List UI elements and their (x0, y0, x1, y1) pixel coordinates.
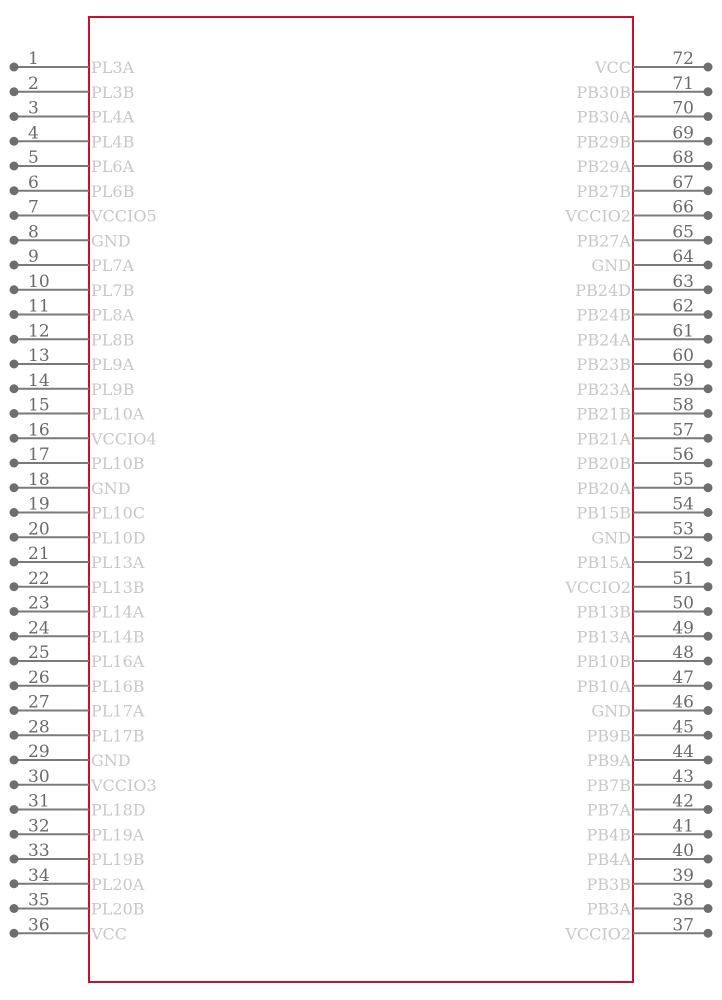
pin-terminal-dot (704, 929, 713, 938)
pin-name: PL8A (91, 305, 135, 325)
pin-terminal-dot (10, 285, 19, 294)
pin-number: 31 (28, 791, 50, 812)
pin-number: 49 (672, 618, 694, 639)
pin-number: 44 (672, 742, 694, 762)
pin-terminal-dot (704, 211, 713, 220)
pin-terminal-dot (10, 63, 19, 72)
pin-terminal-dot (10, 261, 19, 270)
pin-name: PB21B (576, 404, 631, 424)
pin-terminal-dot (704, 112, 713, 121)
pin-terminal-dot (704, 657, 713, 666)
pin-name: PL9A (91, 355, 135, 374)
pin-number: 71 (672, 73, 694, 94)
pin-number: 23 (28, 593, 50, 614)
pin-name: VCCIO2 (565, 577, 631, 597)
pin-name: PB27B (576, 181, 631, 201)
pin-72 (594, 49, 713, 77)
pin-terminal-dot (704, 904, 713, 913)
pin-terminal-dot (704, 756, 713, 765)
pin-name: GND (91, 231, 131, 251)
pin-terminal-dot (10, 731, 19, 740)
pin-number: 62 (672, 296, 694, 317)
pin-name: PL18D (91, 800, 146, 820)
pin-terminal-dot (10, 360, 19, 369)
pin-name: PB3B (586, 874, 631, 894)
pin-terminal-dot (10, 533, 19, 542)
pin-terminal-dot (704, 855, 713, 864)
pin-name: PL14A (91, 602, 145, 622)
pin-terminal-dot (10, 459, 19, 468)
pin-terminal-dot (10, 657, 19, 666)
pin-name: PB15A (576, 553, 631, 572)
pin-name: PB7A (586, 800, 631, 820)
pin-name: PB3A (586, 899, 631, 919)
pin-46 (591, 693, 712, 721)
pin-number: 15 (28, 395, 50, 416)
pin-number: 72 (672, 49, 694, 69)
pin-number: 5 (28, 148, 39, 168)
pin-terminal-dot (10, 904, 19, 913)
pin-terminal-dot (10, 335, 19, 344)
pin-name: PB23A (576, 379, 631, 399)
pin-terminal-dot (704, 706, 713, 715)
pin-number: 60 (672, 346, 694, 366)
pin-terminal-dot (10, 112, 19, 121)
pin-number: 48 (672, 643, 694, 663)
pin-37 (564, 915, 712, 943)
pin-number: 17 (28, 445, 50, 465)
pin-terminal-dot (10, 879, 19, 888)
pin-name: PB9A (586, 751, 631, 770)
pin-terminal-dot (10, 409, 19, 418)
pin-name: PB30A (576, 107, 631, 127)
pin-terminal-dot (10, 310, 19, 319)
pin-number: 45 (672, 717, 694, 738)
pin-terminal-dot (704, 508, 713, 517)
pin-number: 54 (672, 494, 694, 515)
pin-name: PL4A (91, 107, 135, 127)
pin-terminal-dot (10, 582, 19, 591)
pin-number: 43 (672, 766, 694, 787)
pin-name: GND (91, 751, 131, 770)
pin-name: VCCIO4 (91, 429, 157, 449)
pin-terminal-dot (10, 805, 19, 814)
pin-terminal-dot (10, 855, 19, 864)
pin-name: PB9B (586, 726, 631, 746)
pin-terminal-dot (704, 162, 713, 171)
pin-terminal-dot (10, 607, 19, 616)
pin-number: 18 (28, 469, 50, 490)
pin-number: 68 (672, 148, 694, 168)
pin-name: PL10C (91, 503, 145, 523)
pin-number: 1 (28, 49, 39, 69)
pin-number: 9 (28, 247, 39, 267)
pin-terminal-dot (704, 879, 713, 888)
pin-name: PB4B (586, 825, 631, 845)
pin-number: 26 (28, 667, 50, 688)
pin-name: PB21A (576, 429, 631, 449)
pin-name: VCC (594, 58, 631, 77)
pin-number: 40 (672, 841, 694, 861)
pin-terminal-dot (704, 261, 713, 270)
pin-number: 35 (28, 890, 50, 911)
pin-name: PL9B (91, 379, 135, 399)
pin-number: 63 (672, 271, 694, 292)
pin-name: PL19B (91, 850, 145, 869)
pin-name: PL7B (91, 280, 135, 300)
pin-64 (591, 247, 712, 275)
pin-terminal-dot (704, 335, 713, 344)
pin-name: PB20A (576, 478, 631, 498)
pin-number: 33 (28, 841, 50, 861)
pin-name: PL7A (91, 256, 135, 275)
pin-name: VCCIO3 (91, 775, 157, 795)
pin-name: PL10B (91, 454, 145, 473)
pin-terminal-dot (704, 830, 713, 839)
pin-name: PL6B (91, 181, 135, 201)
pin-number: 38 (672, 890, 694, 911)
pin-number: 25 (28, 643, 50, 663)
pin-name: PB13B (576, 602, 631, 622)
pin-name: PB24A (576, 330, 631, 350)
pin-name: PB29B (576, 132, 631, 152)
pin-name: PL19A (91, 825, 145, 845)
pin-number: 34 (28, 865, 50, 886)
pin-number: 61 (672, 321, 694, 342)
pin-name: PL14B (91, 627, 145, 647)
pin-terminal-dot (10, 162, 19, 171)
pin-36 (10, 915, 128, 943)
pin-number: 66 (672, 197, 694, 218)
right-pin-group (564, 49, 712, 943)
pin-name: PB13A (576, 627, 631, 647)
pin-terminal-dot (10, 830, 19, 839)
pin-number: 6 (28, 172, 39, 193)
pin-number: 21 (28, 544, 50, 564)
pin-number: 64 (672, 247, 694, 267)
pin-terminal-dot (10, 87, 19, 96)
pin-terminal-dot (704, 632, 713, 641)
pin-number: 16 (28, 420, 50, 441)
pin-number: 7 (28, 197, 39, 218)
pin-terminal-dot (704, 409, 713, 418)
pin-terminal-dot (704, 310, 713, 319)
pin-name: PB29A (576, 157, 631, 176)
pin-terminal-dot (704, 434, 713, 443)
pin-number: 57 (672, 420, 694, 441)
component-body (89, 17, 633, 982)
pin-terminal-dot (10, 508, 19, 517)
pin-number: 10 (28, 271, 50, 292)
pin-name: GND (591, 528, 631, 548)
pin-name: PB10B (576, 652, 631, 671)
pin-terminal-dot (704, 731, 713, 740)
pin-name: GND (591, 256, 631, 275)
pin-name: GND (591, 701, 631, 721)
pin-number: 51 (672, 568, 694, 589)
pin-terminal-dot (704, 582, 713, 591)
pin-number: 32 (28, 816, 50, 837)
pin-number: 2 (28, 73, 39, 94)
pin-number: 52 (672, 544, 694, 564)
pin-number: 37 (672, 915, 694, 936)
pin-53 (591, 519, 712, 547)
pin-terminal-dot (704, 459, 713, 468)
pin-terminal-dot (704, 607, 713, 616)
pin-name: PL8B (91, 330, 135, 350)
pin-number: 50 (672, 593, 694, 614)
pin-terminal-dot (704, 780, 713, 789)
pin-terminal-dot (704, 63, 713, 72)
pin-terminal-dot (704, 236, 713, 245)
pin-name: PB4A (586, 850, 631, 869)
pin-name: PB20B (576, 454, 631, 473)
pin-terminal-dot (704, 137, 713, 146)
pin-name: PL13B (91, 577, 145, 597)
pin-name: PL10A (91, 404, 145, 424)
pin-name: PL4B (91, 132, 135, 152)
pin-terminal-dot (10, 780, 19, 789)
pin-number: 53 (672, 519, 694, 540)
pin-name: PL16A (91, 652, 145, 671)
pin-terminal-dot (704, 384, 713, 393)
pin-number: 13 (28, 346, 50, 366)
pin-name: VCC (91, 924, 128, 944)
pin-name: PB15B (576, 503, 631, 523)
pin-terminal-dot (10, 434, 19, 443)
pin-name: PB10A (576, 676, 631, 696)
pin-terminal-dot (704, 87, 713, 96)
pin-number: 24 (28, 618, 50, 639)
pin-number: 3 (28, 98, 39, 119)
pin-terminal-dot (10, 756, 19, 765)
pin-number: 56 (672, 445, 694, 465)
pin-name: PL6A (91, 157, 135, 176)
pin-number: 11 (28, 296, 50, 317)
pin-terminal-dot (10, 211, 19, 220)
pin-terminal-dot (10, 681, 19, 690)
pin-number: 47 (672, 667, 694, 688)
pin-name: PL17A (91, 701, 145, 721)
pin-terminal-dot (704, 186, 713, 195)
pin-number: 20 (28, 519, 50, 540)
pin-number: 65 (672, 222, 694, 243)
pin-number: 41 (672, 816, 694, 837)
pin-terminal-dot (10, 706, 19, 715)
pin-terminal-dot (10, 137, 19, 146)
pin-name: PL20A (91, 874, 145, 894)
pin-terminal-dot (10, 483, 19, 492)
pin-terminal-dot (704, 285, 713, 294)
pin-number: 8 (28, 222, 39, 243)
pin-number: 14 (28, 370, 50, 391)
pin-number: 19 (28, 494, 50, 515)
pin-terminal-dot (704, 681, 713, 690)
pin-name: PL10D (91, 528, 146, 548)
pin-name: PL17B (91, 726, 145, 746)
pin-number: 28 (28, 717, 50, 738)
pin-number: 59 (672, 370, 694, 391)
pin-number: 67 (672, 172, 694, 193)
pin-number: 69 (672, 123, 694, 144)
pin-name: PB30B (576, 82, 631, 102)
pin-number: 58 (672, 395, 694, 416)
pin-name: PB24D (575, 280, 631, 300)
pin-terminal-dot (10, 929, 19, 938)
pin-name: PL3A (91, 58, 135, 77)
pin-terminal-dot (704, 483, 713, 492)
pin-terminal-dot (704, 360, 713, 369)
pin-number: 22 (28, 568, 50, 589)
pin-number: 70 (672, 98, 694, 119)
left-pin-group (10, 49, 157, 943)
pin-name: VCCIO2 (565, 924, 631, 944)
pin-name: VCCIO2 (565, 206, 631, 226)
pin-number: 12 (28, 321, 50, 342)
pin-terminal-dot (704, 558, 713, 567)
pin-number: 55 (672, 469, 694, 490)
pin-number: 27 (28, 692, 50, 713)
pin-terminal-dot (10, 186, 19, 195)
pin-name: PB7B (586, 775, 631, 795)
pin-name: PL3B (91, 82, 135, 102)
pin-number: 39 (672, 865, 694, 886)
pin-terminal-dot (704, 805, 713, 814)
pin-terminal-dot (10, 558, 19, 567)
pin-terminal-dot (10, 384, 19, 393)
pin-number: 30 (28, 766, 50, 787)
pin-name: PL16B (91, 676, 145, 696)
pin-name: PB24B (576, 305, 631, 325)
pin-number: 4 (28, 123, 39, 144)
pin-number: 46 (672, 692, 694, 713)
pin-number: 29 (28, 742, 50, 762)
pin-name: PL13A (91, 553, 145, 572)
pin-name: PB23B (576, 355, 631, 374)
pin-terminal-dot (10, 236, 19, 245)
pin-terminal-dot (704, 533, 713, 542)
pin-terminal-dot (10, 632, 19, 641)
pin-name: PL20B (91, 899, 145, 919)
pin-name: PB27A (576, 231, 631, 251)
pin-number: 36 (28, 915, 50, 936)
pin-name: VCCIO5 (91, 206, 157, 226)
pin-number: 42 (672, 791, 694, 812)
pin-name: GND (91, 478, 131, 498)
